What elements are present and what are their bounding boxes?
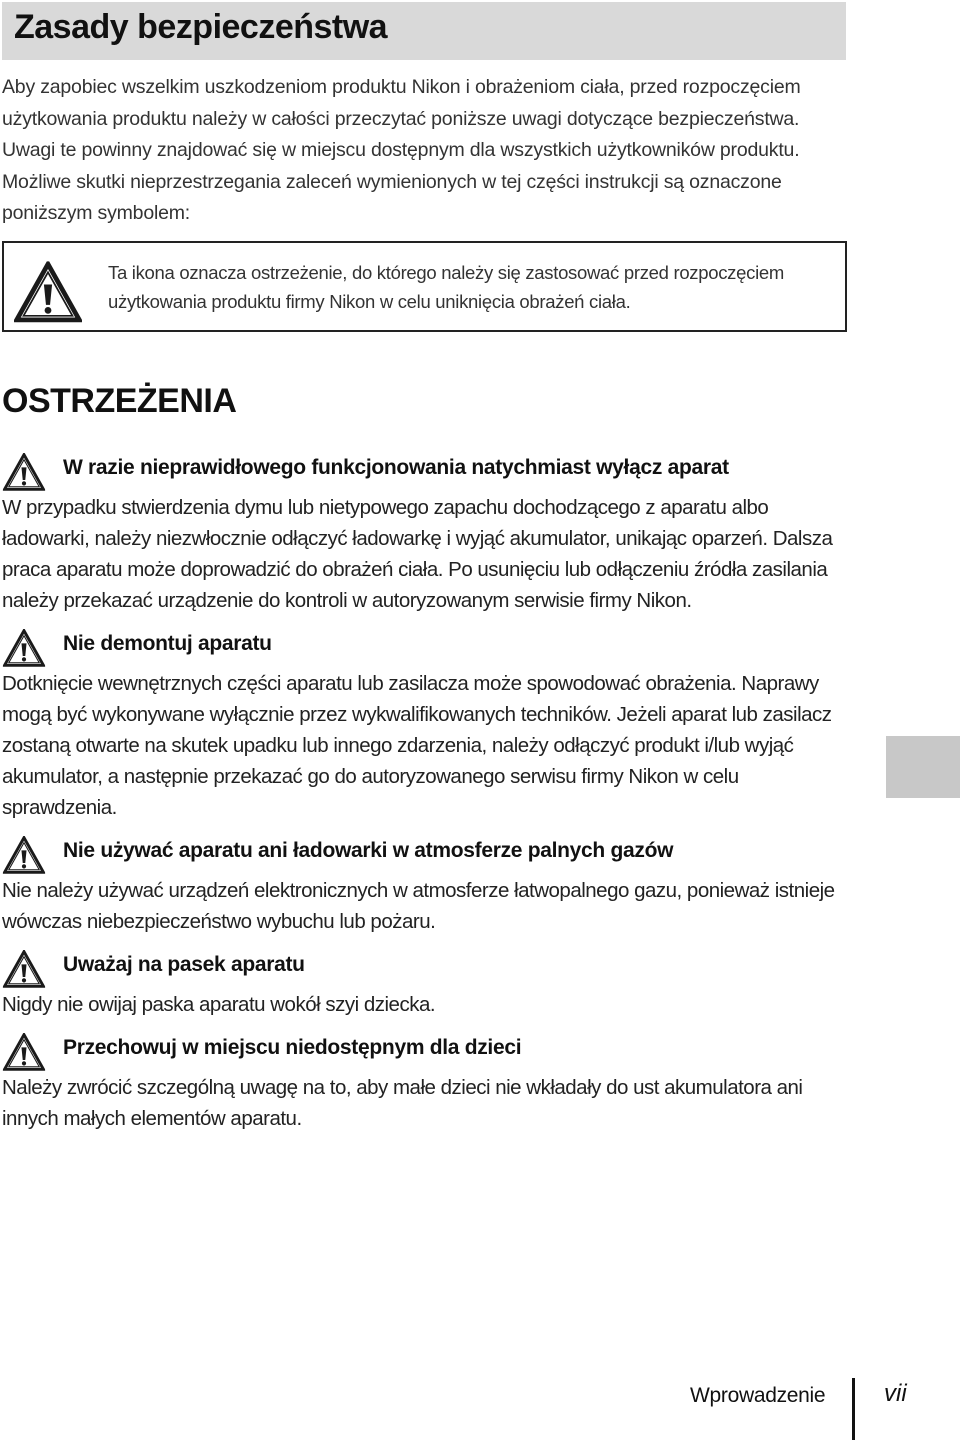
warning-header <box>2 626 850 668</box>
page-title: Zasady bezpieczeństwa <box>14 8 388 46</box>
notice-text: Ta ikona oznacza ostrzeżenie, do którego należy się zastosować przed rozpoczęciem użytkowania produktu firmy Nikon w celu uniknięcia obrażeń ciała. <box>108 262 784 312</box>
footer-divider <box>852 1378 855 1440</box>
warning-header <box>2 833 850 875</box>
page-number: vii <box>884 1380 907 1407</box>
footer-section-name: Wprowadzenie <box>690 1384 826 1407</box>
intro-paragraph-1: Aby zapobiec wszelkim uszkodzeniom produktu Nikon i obrażeniom ciała, przed rozpoczęciem użytkowania produktu należy w całości przeczytać poniższe uwagi dotyczące bezpieczeństwa. Uwagi te powinny znajdować się w miejscu dostępnym dla wszystkich użytkowników produktu. <box>2 76 801 161</box>
warning-triangle-icon <box>2 629 46 667</box>
warning-triangle-icon <box>2 1033 46 1071</box>
notice-box <box>2 241 847 332</box>
warning-body: Należy zwrócić szczególną uwagę na to, aby małe dzieci nie wkładały do ust akumulatora ani innych małych elementów aparatu. <box>2 1076 803 1130</box>
warning-title: Nie używać aparatu ani ładowarki w atmosferze palnych gazów <box>63 839 674 862</box>
warning-triangle-icon <box>2 950 46 988</box>
warning-body: Nigdy nie owijaj paska aparatu wokół szyi dziecka. <box>2 993 436 1016</box>
warning-item <box>2 626 850 823</box>
warnings-heading: OSTRZEŻENIA <box>2 382 237 420</box>
warning-triangle-icon <box>2 453 46 491</box>
warning-body: Nie należy używać urządzeń elektronicznych w atmosferze łatwopalnego gazu, ponieważ istnieje wówczas niebezpieczeństwo wybuchu lub pożaru. <box>2 879 835 933</box>
warning-title: Uważaj na pasek aparatu <box>63 953 305 976</box>
title-bar <box>2 2 846 60</box>
intro-text <box>2 72 842 230</box>
warning-title: Przechowuj w miejscu niedostępnym dla dzieci <box>63 1036 522 1059</box>
warning-item <box>2 450 850 616</box>
warning-title: W razie nieprawidłowego funkcjonowania natychmiast wyłącz aparat <box>63 456 729 479</box>
section-tab <box>886 736 960 798</box>
warning-triangle-icon <box>14 261 82 323</box>
warning-item <box>2 947 850 1020</box>
warning-item <box>2 833 850 937</box>
warning-title: Nie demontuj aparatu <box>63 632 272 655</box>
warning-item <box>2 1030 850 1134</box>
warning-header <box>2 1030 850 1072</box>
warnings-list <box>2 450 850 1144</box>
intro-paragraph-2: Możliwe skutki nieprzestrzegania zaleceń wymienionych w tej części instrukcji są oznaczone poniższym symbolem: <box>2 170 782 224</box>
warning-header <box>2 947 850 989</box>
warning-header <box>2 450 850 492</box>
warning-triangle-icon <box>2 836 46 874</box>
warning-body: W przypadku stwierdzenia dymu lub nietypowego zapachu dochodzącego z aparatu albo ładowarki, należy niezwłocznie odłączyć ładowarkę i wyjąć akumulator, unikając oparzeń. Dalsza praca aparatu może doprowadzić do obrażeń ciała. Po usunięciu lub odłączeniu źródła zasilania należy przekazać urządzenie do kontroli w autoryzowanym serwisie firmy Nikon. <box>2 496 833 612</box>
warning-body: Dotknięcie wewnętrznych części aparatu lub zasilacza może spowodować obrażenia. Naprawy mogą być wykonywane wyłącznie przez wykwalifikowanych techników. Jeżeli aparat lub zasilacz zostaną otwarte na skutek upadku lub innego zdarzenia, należy odłączyć produkt i/lub wyjąć akumulator, a następnie przekazać go do autoryzowanego serwisu firmy Nikon w celu sprawdzenia. <box>2 672 832 819</box>
